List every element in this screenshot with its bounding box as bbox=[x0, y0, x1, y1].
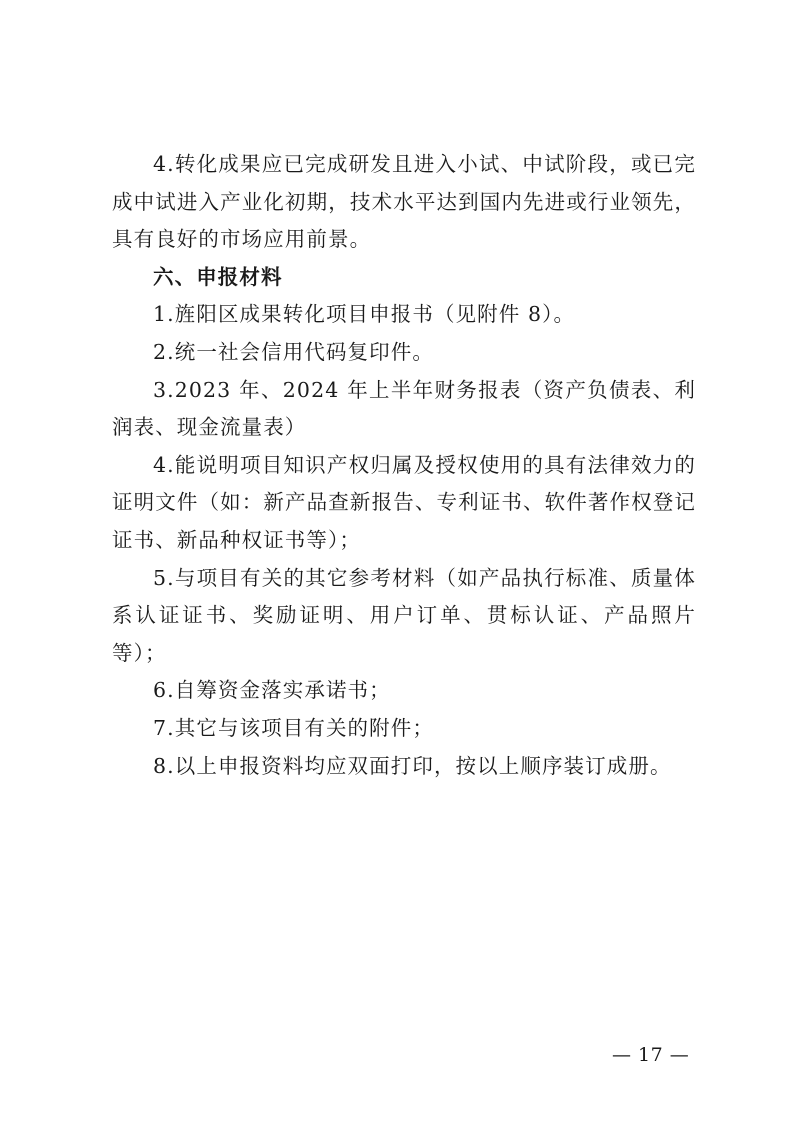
section-heading: 六、申报材料 bbox=[153, 264, 283, 289]
page-number: — 17 — bbox=[612, 1044, 690, 1066]
list-item: 4.能说明项目知识产权归属及授权使用的具有法律效力的证明文件（如：新产品查新报告、专利证书、软件著作权登记证书、新品种权证书等）； bbox=[112, 452, 696, 552]
list-item: 6.自筹资金落实承诺书； bbox=[153, 678, 391, 703]
page-body bbox=[112, 146, 696, 785]
list-item: 2.统一社会信用代码复印件。 bbox=[153, 339, 434, 364]
list-item: 8.以上申报资料均应双面打印，按以上顺序装订成册。 bbox=[153, 753, 672, 778]
list-item: 5.与项目有关的其它参考材料（如产品执行标准、质量体系认证证书、奖励证明、用户订单、贯标认证、产品照片等）； bbox=[112, 565, 696, 665]
list-item: 7.其它与该项目有关的附件； bbox=[153, 715, 434, 740]
list-item: 1.旌阳区成果转化项目申报书（见附件 8）。 bbox=[153, 302, 576, 327]
paragraph-requirement-4: 4.转化成果应已完成研发且进入小试、中试阶段，或已完成中试进入产业化初期，技术水平达到国内先进或行业领先，具有良好的市场应用前景。 bbox=[112, 152, 696, 252]
list-item: 3.2023 年、2024 年上半年财务报表（资产负债表、利润表、现金流量表） bbox=[112, 377, 696, 440]
